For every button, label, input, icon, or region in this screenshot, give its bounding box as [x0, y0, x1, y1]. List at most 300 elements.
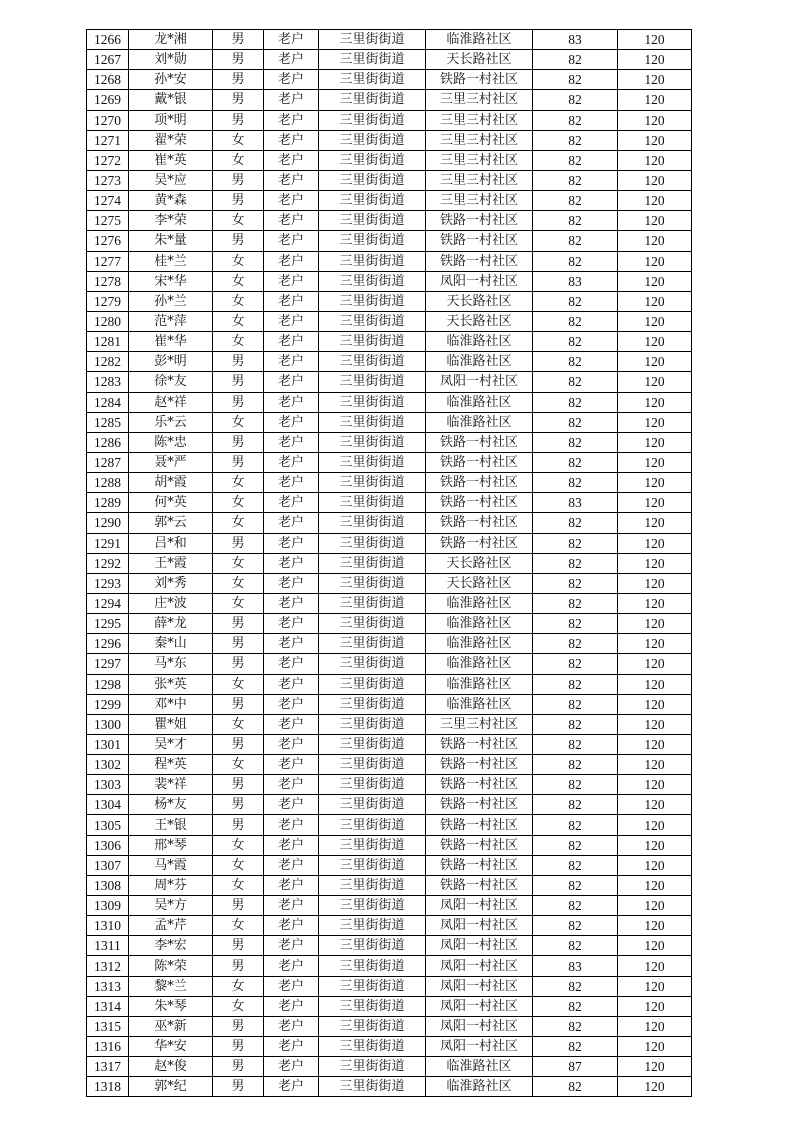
- table-row: [87, 956, 692, 976]
- table-row: [87, 1037, 692, 1057]
- cell-gender: 男: [213, 50, 264, 70]
- cell-subdistrict: 三里街街道: [319, 855, 426, 875]
- cell-serial-number: 1287: [87, 452, 129, 472]
- cell-serial-number: 1303: [87, 775, 129, 795]
- cell-serial-number: 1301: [87, 734, 129, 754]
- cell-name: 彭*明: [129, 352, 213, 372]
- cell-serial-number: 1274: [87, 191, 129, 211]
- cell-subdistrict: 三里街街道: [319, 1077, 426, 1097]
- cell-name: 桂*兰: [129, 251, 213, 271]
- cell-name: 胡*霞: [129, 473, 213, 493]
- cell-age: 82: [533, 916, 618, 936]
- cell-gender: 男: [213, 231, 264, 251]
- cell-household-type: 老户: [264, 634, 319, 654]
- cell-household-type: 老户: [264, 170, 319, 190]
- cell-gender: 男: [213, 30, 264, 50]
- cell-subdistrict: 三里街街道: [319, 50, 426, 70]
- cell-name: 庄*波: [129, 593, 213, 613]
- cell-name: 赵*祥: [129, 392, 213, 412]
- cell-gender: 女: [213, 412, 264, 432]
- cell-community: 铁路一村社区: [426, 513, 533, 533]
- cell-community: 临淮路社区: [426, 654, 533, 674]
- cell-community: 凤阳一村社区: [426, 976, 533, 996]
- cell-community: 临淮路社区: [426, 694, 533, 714]
- cell-name: 李*宏: [129, 936, 213, 956]
- cell-serial-number: 1275: [87, 211, 129, 231]
- cell-gender: 男: [213, 614, 264, 634]
- cell-serial-number: 1291: [87, 533, 129, 553]
- cell-subdistrict: 三里街街道: [319, 734, 426, 754]
- cell-name: 朱*琴: [129, 996, 213, 1016]
- cell-amount: 120: [618, 191, 692, 211]
- cell-subdistrict: 三里街街道: [319, 614, 426, 634]
- cell-age: 82: [533, 795, 618, 815]
- cell-household-type: 老户: [264, 755, 319, 775]
- cell-household-type: 老户: [264, 553, 319, 573]
- cell-age: 82: [533, 150, 618, 170]
- cell-amount: 120: [618, 90, 692, 110]
- cell-gender: 男: [213, 1057, 264, 1077]
- table-row: [87, 775, 692, 795]
- cell-age: 82: [533, 291, 618, 311]
- cell-age: 82: [533, 311, 618, 331]
- cell-age: 82: [533, 1037, 618, 1057]
- cell-age: 82: [533, 372, 618, 392]
- cell-amount: 120: [618, 311, 692, 331]
- cell-amount: 120: [618, 654, 692, 674]
- cell-age: 82: [533, 734, 618, 754]
- cell-name: 马*霞: [129, 855, 213, 875]
- table-row: [87, 150, 692, 170]
- table-row: [87, 1057, 692, 1077]
- cell-serial-number: 1313: [87, 976, 129, 996]
- cell-community: 天长路社区: [426, 311, 533, 331]
- table-row: [87, 815, 692, 835]
- cell-age: 83: [533, 30, 618, 50]
- cell-age: 82: [533, 170, 618, 190]
- cell-household-type: 老户: [264, 70, 319, 90]
- cell-gender: 女: [213, 996, 264, 1016]
- cell-subdistrict: 三里街街道: [319, 191, 426, 211]
- table-row: [87, 50, 692, 70]
- cell-gender: 女: [213, 553, 264, 573]
- table-row: [87, 70, 692, 90]
- cell-community: 三里三村社区: [426, 191, 533, 211]
- cell-community: 凤阳一村社区: [426, 936, 533, 956]
- cell-amount: 120: [618, 855, 692, 875]
- cell-amount: 120: [618, 50, 692, 70]
- cell-subdistrict: 三里街街道: [319, 311, 426, 331]
- cell-gender: 女: [213, 271, 264, 291]
- cell-subdistrict: 三里街街道: [319, 332, 426, 352]
- cell-age: 82: [533, 755, 618, 775]
- cell-household-type: 老户: [264, 855, 319, 875]
- cell-community: 天长路社区: [426, 553, 533, 573]
- cell-age: 82: [533, 332, 618, 352]
- cell-age: 82: [533, 231, 618, 251]
- cell-community: 临淮路社区: [426, 1077, 533, 1097]
- cell-subdistrict: 三里街街道: [319, 251, 426, 271]
- cell-age: 82: [533, 130, 618, 150]
- cell-gender: 女: [213, 976, 264, 996]
- cell-subdistrict: 三里街街道: [319, 352, 426, 372]
- cell-serial-number: 1304: [87, 795, 129, 815]
- cell-amount: 120: [618, 493, 692, 513]
- cell-subdistrict: 三里街街道: [319, 432, 426, 452]
- cell-amount: 120: [618, 916, 692, 936]
- table-row: [87, 372, 692, 392]
- cell-name: 徐*友: [129, 372, 213, 392]
- cell-household-type: 老户: [264, 211, 319, 231]
- cell-serial-number: 1310: [87, 916, 129, 936]
- cell-serial-number: 1271: [87, 130, 129, 150]
- table-row: [87, 996, 692, 1016]
- cell-amount: 120: [618, 432, 692, 452]
- cell-community: 三里三村社区: [426, 714, 533, 734]
- cell-amount: 120: [618, 291, 692, 311]
- cell-gender: 男: [213, 936, 264, 956]
- cell-subdistrict: 三里街街道: [319, 674, 426, 694]
- cell-gender: 女: [213, 573, 264, 593]
- cell-serial-number: 1268: [87, 70, 129, 90]
- cell-gender: 男: [213, 90, 264, 110]
- cell-subdistrict: 三里街街道: [319, 392, 426, 412]
- table-row: [87, 332, 692, 352]
- cell-community: 铁路一村社区: [426, 211, 533, 231]
- cell-household-type: 老户: [264, 493, 319, 513]
- table-row: [87, 432, 692, 452]
- cell-serial-number: 1317: [87, 1057, 129, 1077]
- cell-age: 82: [533, 614, 618, 634]
- cell-age: 82: [533, 936, 618, 956]
- cell-name: 秦*山: [129, 634, 213, 654]
- cell-name: 张*英: [129, 674, 213, 694]
- cell-gender: 男: [213, 533, 264, 553]
- cell-amount: 120: [618, 553, 692, 573]
- cell-subdistrict: 三里街街道: [319, 896, 426, 916]
- cell-serial-number: 1286: [87, 432, 129, 452]
- cell-household-type: 老户: [264, 815, 319, 835]
- cell-amount: 120: [618, 70, 692, 90]
- cell-amount: 120: [618, 452, 692, 472]
- cell-subdistrict: 三里街街道: [319, 271, 426, 291]
- cell-name: 裴*祥: [129, 775, 213, 795]
- cell-household-type: 老户: [264, 432, 319, 452]
- cell-gender: 女: [213, 291, 264, 311]
- cell-gender: 女: [213, 513, 264, 533]
- cell-age: 82: [533, 50, 618, 70]
- cell-serial-number: 1290: [87, 513, 129, 533]
- cell-subdistrict: 三里街街道: [319, 916, 426, 936]
- cell-gender: 男: [213, 170, 264, 190]
- cell-name: 杨*友: [129, 795, 213, 815]
- table-row: [87, 976, 692, 996]
- cell-age: 82: [533, 674, 618, 694]
- cell-serial-number: 1314: [87, 996, 129, 1016]
- cell-community: 凤阳一村社区: [426, 271, 533, 291]
- cell-gender: 女: [213, 150, 264, 170]
- cell-serial-number: 1277: [87, 251, 129, 271]
- cell-subdistrict: 三里街街道: [319, 493, 426, 513]
- table-row: [87, 654, 692, 674]
- cell-serial-number: 1302: [87, 755, 129, 775]
- cell-household-type: 老户: [264, 1037, 319, 1057]
- table-row: [87, 110, 692, 130]
- cell-subdistrict: 三里街街道: [319, 714, 426, 734]
- table-row: [87, 795, 692, 815]
- cell-household-type: 老户: [264, 452, 319, 472]
- cell-serial-number: 1316: [87, 1037, 129, 1057]
- cell-gender: 男: [213, 1016, 264, 1036]
- cell-serial-number: 1283: [87, 372, 129, 392]
- cell-name: 陈*忠: [129, 432, 213, 452]
- cell-gender: 男: [213, 795, 264, 815]
- cell-name: 项*明: [129, 110, 213, 130]
- cell-serial-number: 1300: [87, 714, 129, 734]
- table-row: [87, 573, 692, 593]
- cell-household-type: 老户: [264, 875, 319, 895]
- cell-household-type: 老户: [264, 956, 319, 976]
- cell-amount: 120: [618, 896, 692, 916]
- cell-name: 周*芬: [129, 875, 213, 895]
- cell-amount: 120: [618, 976, 692, 996]
- cell-age: 82: [533, 896, 618, 916]
- cell-gender: 男: [213, 352, 264, 372]
- cell-household-type: 老户: [264, 90, 319, 110]
- cell-gender: 男: [213, 956, 264, 976]
- cell-age: 82: [533, 996, 618, 1016]
- cell-community: 天长路社区: [426, 291, 533, 311]
- cell-household-type: 老户: [264, 392, 319, 412]
- cell-subdistrict: 三里街街道: [319, 231, 426, 251]
- table-row: [87, 211, 692, 231]
- table-row: [87, 533, 692, 553]
- cell-amount: 120: [618, 1077, 692, 1097]
- cell-amount: 120: [618, 392, 692, 412]
- cell-age: 82: [533, 553, 618, 573]
- cell-amount: 120: [618, 694, 692, 714]
- table-row: [87, 714, 692, 734]
- cell-amount: 120: [618, 332, 692, 352]
- cell-serial-number: 1295: [87, 614, 129, 634]
- cell-subdistrict: 三里街街道: [319, 473, 426, 493]
- table-row: [87, 473, 692, 493]
- cell-age: 82: [533, 412, 618, 432]
- cell-community: 凤阳一村社区: [426, 956, 533, 976]
- cell-household-type: 老户: [264, 1016, 319, 1036]
- cell-serial-number: 1309: [87, 896, 129, 916]
- cell-community: 铁路一村社区: [426, 70, 533, 90]
- cell-age: 82: [533, 90, 618, 110]
- cell-community: 临淮路社区: [426, 614, 533, 634]
- cell-community: 铁路一村社区: [426, 795, 533, 815]
- cell-household-type: 老户: [264, 311, 319, 331]
- cell-amount: 120: [618, 211, 692, 231]
- cell-amount: 120: [618, 110, 692, 130]
- cell-age: 82: [533, 473, 618, 493]
- cell-amount: 120: [618, 614, 692, 634]
- cell-amount: 120: [618, 956, 692, 976]
- cell-name: 崔*英: [129, 150, 213, 170]
- cell-community: 临淮路社区: [426, 593, 533, 613]
- cell-serial-number: 1293: [87, 573, 129, 593]
- cell-name: 李*荣: [129, 211, 213, 231]
- cell-subdistrict: 三里街街道: [319, 533, 426, 553]
- cell-amount: 120: [618, 412, 692, 432]
- cell-gender: 女: [213, 130, 264, 150]
- cell-serial-number: 1276: [87, 231, 129, 251]
- cell-amount: 120: [618, 795, 692, 815]
- cell-gender: 女: [213, 593, 264, 613]
- cell-serial-number: 1284: [87, 392, 129, 412]
- cell-name: 孟*芹: [129, 916, 213, 936]
- table-row: [87, 30, 692, 50]
- cell-household-type: 老户: [264, 291, 319, 311]
- cell-household-type: 老户: [264, 976, 319, 996]
- table-row: [87, 311, 692, 331]
- cell-age: 82: [533, 533, 618, 553]
- cell-age: 82: [533, 714, 618, 734]
- cell-serial-number: 1270: [87, 110, 129, 130]
- cell-community: 铁路一村社区: [426, 875, 533, 895]
- cell-serial-number: 1307: [87, 855, 129, 875]
- cell-community: 临淮路社区: [426, 634, 533, 654]
- table-row: [87, 553, 692, 573]
- cell-gender: 女: [213, 916, 264, 936]
- cell-serial-number: 1298: [87, 674, 129, 694]
- cell-community: 铁路一村社区: [426, 473, 533, 493]
- cell-gender: 女: [213, 493, 264, 513]
- cell-name: 刘*勋: [129, 50, 213, 70]
- cell-community: 临淮路社区: [426, 352, 533, 372]
- cell-gender: 男: [213, 775, 264, 795]
- cell-name: 王*霞: [129, 553, 213, 573]
- cell-name: 孙*兰: [129, 291, 213, 311]
- cell-gender: 男: [213, 191, 264, 211]
- cell-name: 黄*森: [129, 191, 213, 211]
- cell-age: 82: [533, 775, 618, 795]
- table-row: [87, 170, 692, 190]
- cell-amount: 120: [618, 271, 692, 291]
- cell-name: 翟*荣: [129, 130, 213, 150]
- cell-community: 临淮路社区: [426, 1057, 533, 1077]
- cell-gender: 男: [213, 452, 264, 472]
- cell-name: 郭*云: [129, 513, 213, 533]
- cell-household-type: 老户: [264, 775, 319, 795]
- cell-subdistrict: 三里街街道: [319, 150, 426, 170]
- cell-gender: 男: [213, 734, 264, 754]
- cell-serial-number: 1306: [87, 835, 129, 855]
- cell-community: 铁路一村社区: [426, 432, 533, 452]
- cell-name: 宋*华: [129, 271, 213, 291]
- table-row: [87, 855, 692, 875]
- cell-household-type: 老户: [264, 1077, 319, 1097]
- cell-household-type: 老户: [264, 654, 319, 674]
- cell-community: 三里三村社区: [426, 170, 533, 190]
- cell-subdistrict: 三里街街道: [319, 755, 426, 775]
- cell-gender: 女: [213, 835, 264, 855]
- cell-age: 82: [533, 815, 618, 835]
- cell-amount: 120: [618, 352, 692, 372]
- table-row: [87, 755, 692, 775]
- cell-community: 凤阳一村社区: [426, 1037, 533, 1057]
- cell-gender: 女: [213, 211, 264, 231]
- cell-community: 铁路一村社区: [426, 452, 533, 472]
- cell-household-type: 老户: [264, 473, 319, 493]
- cell-subdistrict: 三里街街道: [319, 90, 426, 110]
- cell-subdistrict: 三里街街道: [319, 996, 426, 1016]
- cell-serial-number: 1294: [87, 593, 129, 613]
- cell-amount: 120: [618, 996, 692, 1016]
- cell-community: 三里三村社区: [426, 90, 533, 110]
- cell-name: 郭*纪: [129, 1077, 213, 1097]
- cell-household-type: 老户: [264, 30, 319, 50]
- cell-age: 82: [533, 191, 618, 211]
- cell-household-type: 老户: [264, 1057, 319, 1077]
- cell-serial-number: 1267: [87, 50, 129, 70]
- cell-community: 铁路一村社区: [426, 755, 533, 775]
- table-row: [87, 614, 692, 634]
- cell-age: 82: [533, 392, 618, 412]
- cell-amount: 120: [618, 170, 692, 190]
- table-row: [87, 352, 692, 372]
- cell-subdistrict: 三里街街道: [319, 835, 426, 855]
- table-row: [87, 734, 692, 754]
- cell-name: 戴*银: [129, 90, 213, 110]
- cell-age: 82: [533, 452, 618, 472]
- cell-serial-number: 1273: [87, 170, 129, 190]
- roster-table: [86, 29, 692, 1097]
- cell-amount: 120: [618, 513, 692, 533]
- cell-serial-number: 1266: [87, 30, 129, 50]
- cell-household-type: 老户: [264, 110, 319, 130]
- cell-name: 吴*才: [129, 734, 213, 754]
- cell-amount: 120: [618, 533, 692, 553]
- cell-name: 孙*安: [129, 70, 213, 90]
- cell-age: 82: [533, 352, 618, 372]
- cell-serial-number: 1281: [87, 332, 129, 352]
- cell-household-type: 老户: [264, 50, 319, 70]
- cell-subdistrict: 三里街街道: [319, 875, 426, 895]
- cell-community: 铁路一村社区: [426, 533, 533, 553]
- cell-name: 龙*湘: [129, 30, 213, 50]
- table-row: [87, 835, 692, 855]
- cell-gender: 男: [213, 654, 264, 674]
- cell-age: 82: [533, 1016, 618, 1036]
- cell-subdistrict: 三里街街道: [319, 956, 426, 976]
- cell-subdistrict: 三里街街道: [319, 654, 426, 674]
- table-row: [87, 1016, 692, 1036]
- cell-age: 82: [533, 694, 618, 714]
- cell-name: 赵*俊: [129, 1057, 213, 1077]
- cell-subdistrict: 三里街街道: [319, 211, 426, 231]
- cell-subdistrict: 三里街街道: [319, 634, 426, 654]
- cell-gender: 女: [213, 674, 264, 694]
- cell-household-type: 老户: [264, 614, 319, 634]
- table-row: [87, 593, 692, 613]
- cell-amount: 120: [618, 150, 692, 170]
- cell-amount: 120: [618, 1037, 692, 1057]
- cell-serial-number: 1296: [87, 634, 129, 654]
- cell-household-type: 老户: [264, 251, 319, 271]
- cell-name: 乐*云: [129, 412, 213, 432]
- cell-household-type: 老户: [264, 150, 319, 170]
- cell-community: 铁路一村社区: [426, 251, 533, 271]
- cell-household-type: 老户: [264, 533, 319, 553]
- cell-age: 82: [533, 875, 618, 895]
- cell-subdistrict: 三里街街道: [319, 412, 426, 432]
- table-row: [87, 875, 692, 895]
